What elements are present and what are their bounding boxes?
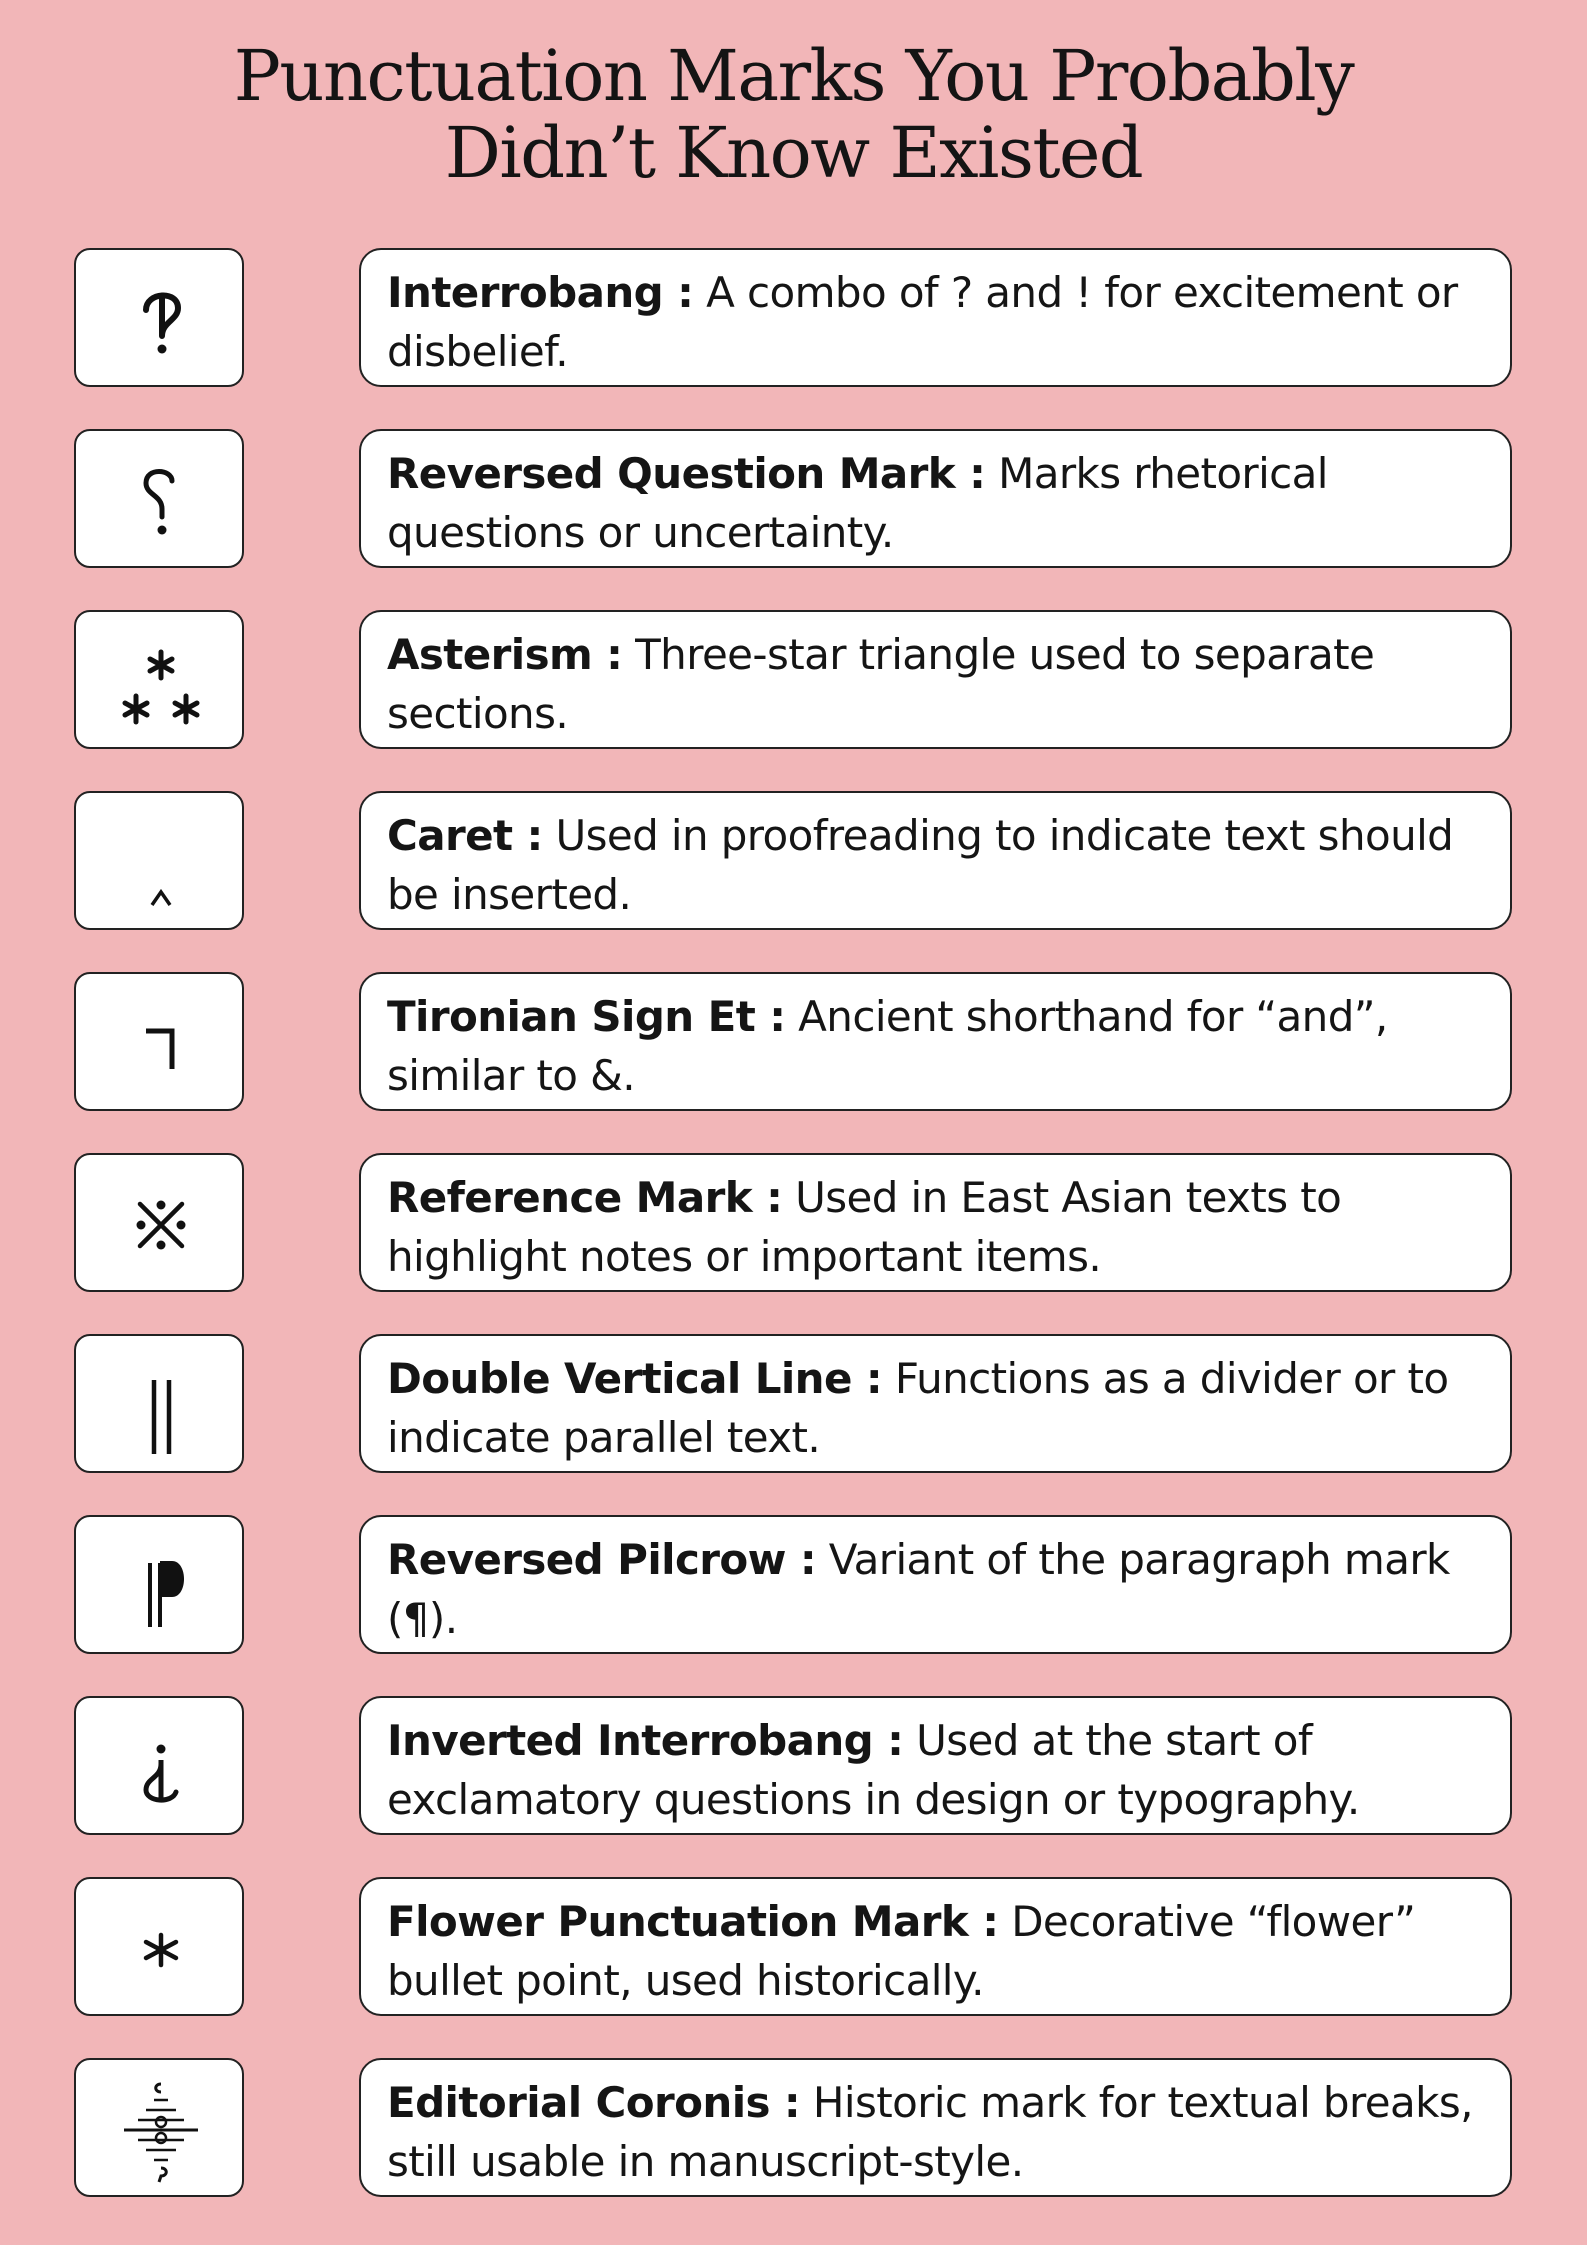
reversed-pilcrow-icon [76,1517,246,1656]
mark-row [359,1334,1512,1473]
mark-name: Asterism : [387,630,623,679]
mark-name: Caret : [387,811,543,860]
caret-icon [76,793,246,932]
symbol-card-reversed-pilcrow [74,1515,244,1654]
mark-row [359,248,1512,387]
mark-row [359,1877,1512,2016]
symbol-card-double-vertical-line [74,1334,244,1473]
mark-name: Reversed Pilcrow : [387,1535,817,1584]
reference-mark-icon [76,1155,246,1294]
mark-row [359,1153,1512,1292]
mark-name: Reversed Question Mark : [387,449,986,498]
mark-name: Tironian Sign Et : [387,992,786,1041]
title-line-1: Punctuation Marks You Probably [233,35,1354,117]
mark-row [359,1696,1512,1835]
mark-description: Marks rhetorical questions or uncertainty. [387,449,1328,557]
mark-row [359,2058,1512,2197]
inverted-interrobang-icon [76,1698,246,1837]
mark-name: Interrobang : [387,268,694,317]
symbol-card-flower-punctuation [74,1877,244,2016]
symbol-card-reversed-question-mark [74,429,244,568]
mark-description: A combo of ? and ! for excitement or disbelief. [387,268,1458,376]
mark-row [359,610,1512,749]
flower-punctuation-icon [76,1879,246,2018]
symbol-card-editorial-coronis [74,2058,244,2197]
mark-description: Historic mark for textual breaks, still usable in manuscript-style. [387,2078,1473,2186]
mark-description: Three-star triangle used to separate sections. [387,630,1375,738]
mark-description: Variant of the paragraph mark (¶). [387,1535,1450,1643]
title-line-2: Didn’t Know Existed [444,112,1143,194]
mark-name: Flower Punctuation Mark : [387,1897,999,1946]
mark-description: Used at the start of exclamatory questions in design or typography. [387,1716,1360,1824]
editorial-coronis-icon [76,2060,246,2199]
mark-row [359,791,1512,930]
symbol-card-reference-mark [74,1153,244,1292]
mark-row [359,429,1512,568]
symbol-card-interrobang [74,248,244,387]
mark-description: Ancient shorthand for “and”, similar to &. [387,992,1388,1100]
mark-row [359,972,1512,1111]
page-title [0,35,1587,194]
symbol-card-tironian-et [74,972,244,1111]
symbol-card-asterism [74,610,244,749]
mark-description: Used in East Asian texts to highlight notes or important items. [387,1173,1342,1281]
symbol-card-inverted-interrobang [74,1696,244,1835]
mark-description: Functions as a divider or to indicate parallel text. [387,1354,1449,1462]
reversed-question-mark-icon [76,431,246,570]
symbol-card-caret [74,791,244,930]
mark-name: Reference Mark : [387,1173,783,1222]
mark-description: Decorative “flower” bullet point, used historically. [387,1897,1416,2005]
tironian-et-icon [76,974,246,1113]
mark-name: Inverted Interrobang : [387,1716,904,1765]
mark-row [359,1515,1512,1654]
mark-description: Used in proofreading to indicate text should be inserted. [387,811,1454,919]
mark-name: Double Vertical Line : [387,1354,883,1403]
mark-name: Editorial Coronis : [387,2078,801,2127]
asterism-icon [76,612,246,751]
double-vertical-line-icon [76,1336,246,1475]
interrobang-icon [76,250,246,389]
